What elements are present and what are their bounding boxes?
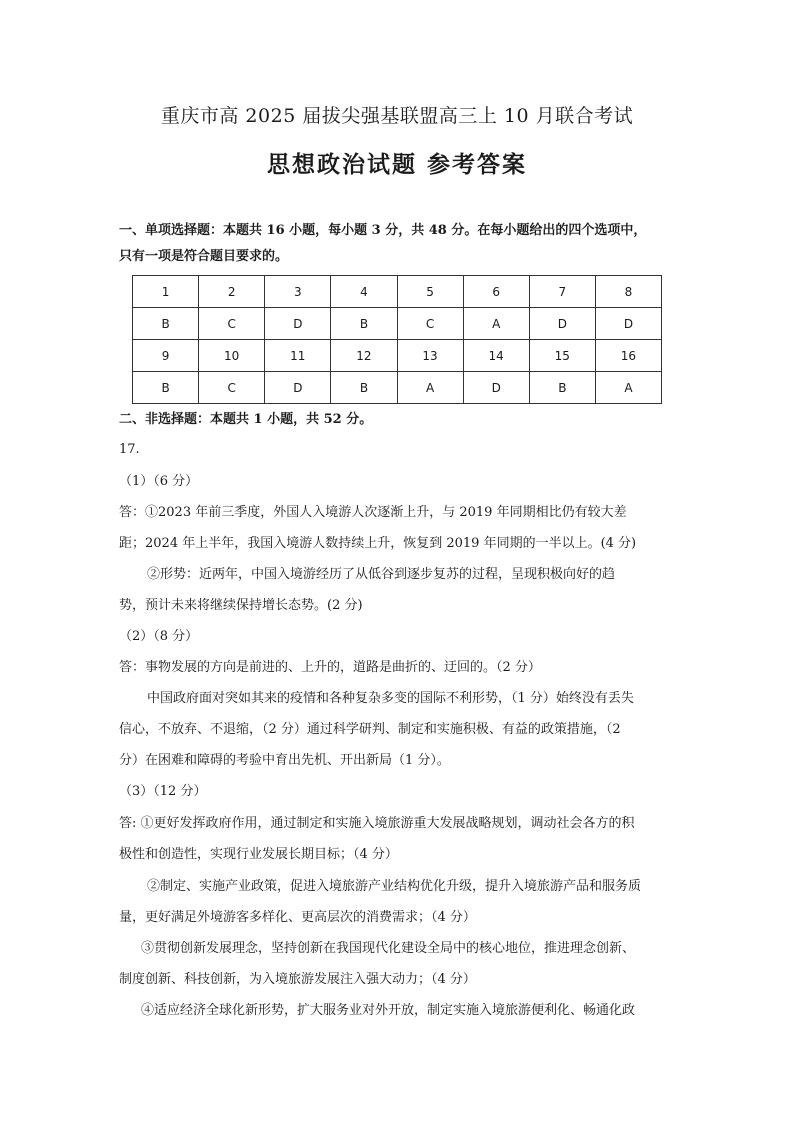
table-cell: 6 [463,276,529,308]
table-cell: B [331,372,397,404]
table-cell: 9 [133,340,199,372]
table-cell: 15 [529,340,595,372]
table-cell: A [595,372,661,404]
answer-line: 分）在困难和障碍的考验中育出先机、开出新局（1 分）。 [119,753,450,768]
table-cell: 1 [133,276,199,308]
table-cell: D [595,308,661,340]
section1-intro-line1: 一、单项选择题：本题共 16 小题，每小题 3 分，共 48 分。在每小题给出的四个选项中， [119,223,647,238]
table-cell: D [529,308,595,340]
table-cell: B [331,308,397,340]
table-cell: 5 [397,276,463,308]
table-cell: D [265,372,331,404]
exam-title: 重庆市高 2025 届拔尖强基联盟高三上 10 月联合考试 [160,105,634,127]
answer-line: 信心，不放弃、不退缩，（2 分）通过科学研判、制定和实施积极、有益的政策措施，（2 [119,722,621,737]
answer-line: 极性和创造性，实现行业发展长期目标；（4 分） [119,847,398,862]
table-cell: C [199,308,265,340]
table-row [133,340,662,372]
answer-table [132,275,662,404]
section2-intro: 二、非选择题：本题共 1 小题，共 52 分。 [119,412,373,427]
table-cell: D [265,308,331,340]
table-cell: C [397,308,463,340]
table-cell: A [463,308,529,340]
answer-line: 距；2024 年上半年，我国入境游人数持续上升，恢复到 2019 年同期的一半以上。(4 分) [119,536,637,551]
answer-line: 答：①2023 年前三季度，外国人入境游人次逐渐上升，与 2019 年同期相比仍有较大差 [119,505,627,520]
table-cell: 11 [265,340,331,372]
table-cell: C [199,372,265,404]
answer-line: 答: ①更好发挥政府作用，通过制定和实施入境旅游重大发展战略规划，调动社会各方的积 [119,816,635,831]
answer-line: 势，预计未来将继续保持增长态势。(2 分) [119,598,363,613]
table-cell: 8 [595,276,661,308]
table-row [133,276,662,308]
table-cell: B [133,308,199,340]
answer-line: 答：事物发展的方向是前进的、上升的，道路是曲折的、迂回的。（2 分） [119,660,541,675]
table-cell: 16 [595,340,661,372]
table-cell: 7 [529,276,595,308]
answer-line: ②形势：近两年，中国入境游经历了从低谷到逐步复苏的过程，呈现积极向好的趋 [147,567,616,582]
part1-heading: （1）（6 分） [119,474,199,489]
answer-key-title: 思想政治试题 参考答案 [266,151,527,178]
table-cell: 3 [265,276,331,308]
table-cell: D [463,372,529,404]
table-cell: 14 [463,340,529,372]
answer-line: ②制定、实施产业政策，促进入境旅游产业结构优化升级，提升入境旅游产品和服务质 [147,879,642,894]
table-cell: 12 [331,340,397,372]
answer-line: 量，更好满足外境游客多样化、更高层次的消费需求；（4 分） [119,910,476,925]
table-row [133,372,662,404]
table-cell: B [529,372,595,404]
answer-line: 制度创新、科技创新，为入境旅游发展注入强大动力；（4 分） [119,972,476,987]
table-cell: B [133,372,199,404]
table-row [133,308,662,340]
table-cell: A [397,372,463,404]
table-cell: 4 [331,276,397,308]
answer-line: ④适应经济全球化新形势，扩大服务业对外开放，制定实施入境旅游便利化、畅通化政 [141,1003,636,1018]
section1-intro-line2: 只有一项是符合题目要求的。 [119,249,289,264]
answer-line: ③贯彻创新发展理念，坚持创新在我国现代化建设全局中的核心地位，推进理念创新、 [141,941,636,956]
part3-heading: （3）（12 分） [119,784,207,799]
table-cell: 13 [397,340,463,372]
answer-line: 中国政府面对突如其来的疫情和各种复杂多变的国际不利形势，（1 分）始终没有丢失 [147,691,634,706]
question-number: 17. [119,442,140,457]
part2-heading: （2）（8 分） [119,629,199,644]
table-cell: 10 [199,340,265,372]
table-cell: 2 [199,276,265,308]
